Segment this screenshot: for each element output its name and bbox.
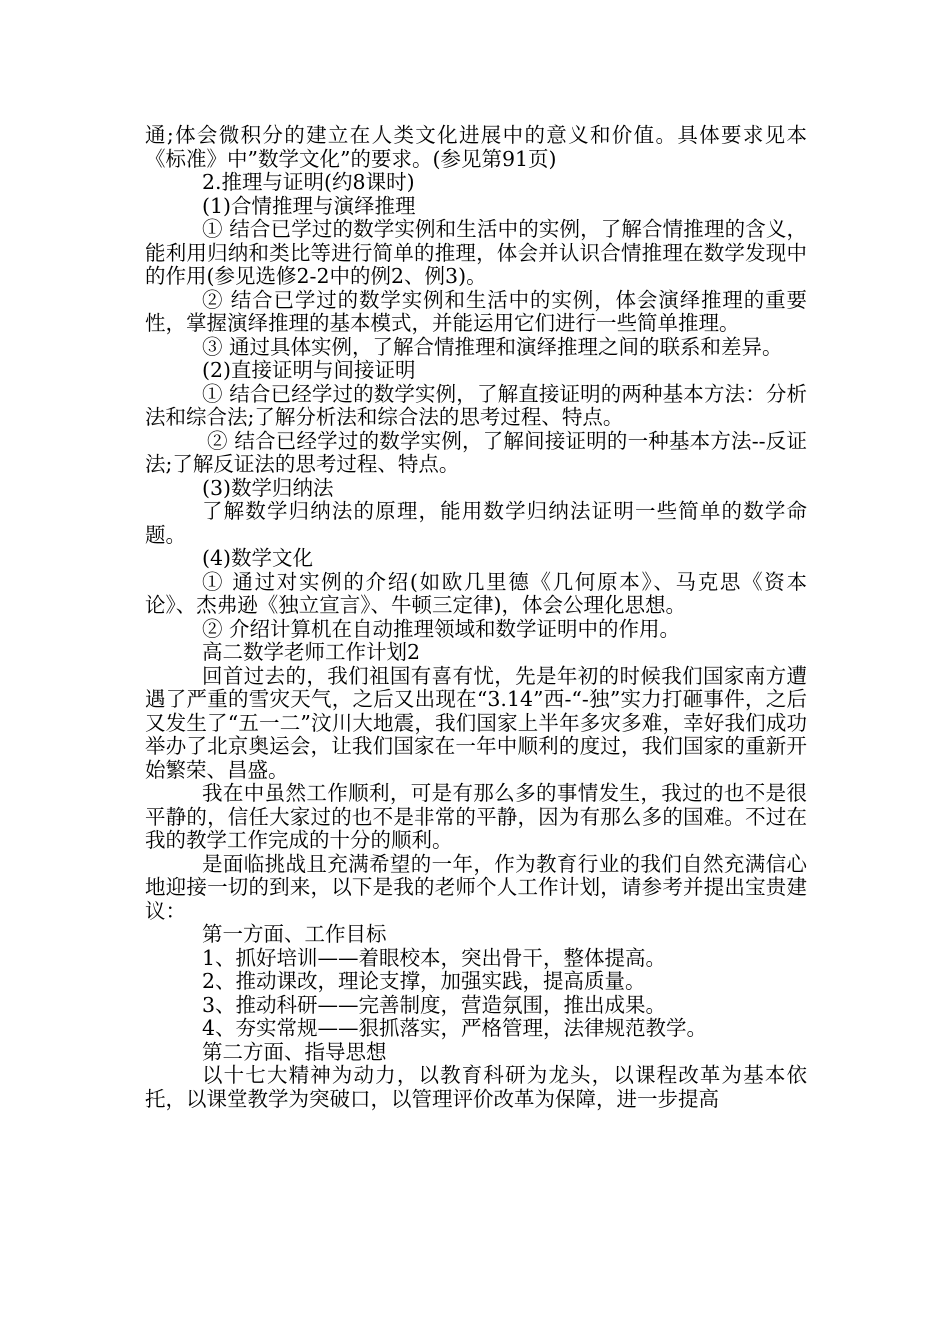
subheading-plausible-deductive: (1)合情推理与演绎推理 xyxy=(202,193,416,218)
subheading-direct-indirect-proof: (2)直接证明与间接证明 xyxy=(202,358,416,382)
subheading-induction: (3)数学归纳法 xyxy=(202,475,334,500)
paragraph-review: 回首过去的，我们祖国有喜有忧，先是年初的时候我们国家南方遭遇了严重的雪灾天气，之后又出现在“3.14”西-“-独”实力打砸事件，之后又发生了“五一二”汶川大地震，我们国家上半年多灾多难，幸好我们成功举办了北京奥运会，让我们国家在一年中顺利的度过，我们国家的重新开始繁荣、昌盛。 xyxy=(145,663,807,782)
paragraph-guiding: 以十七大精神为动力，以教育科研为龙头，以课程改革为基本依托，以课堂教学为突破口，以管理评价改革为保障，进一步提高 xyxy=(145,1063,807,1111)
paragraph-culture-1: ① 通过对实例的介绍(如欧几里德《几何原本》、马克思《资本论》、杰弗逊《独立宣言》、牛顿三定律)，体会公理化思想。 xyxy=(145,569,807,617)
paragraph-intro: 是面临挑战且充满希望的一年，作为教育行业的我们自然充满信心地迎接一切的到来，以下是我的老师个人工作计划，请参考并提出宝贵建议： xyxy=(145,851,807,923)
paragraph-item-2: ② 结合已学过的数学实例和生活中的实例，体会演绎推理的重要性，掌握演绎推理的基本模式，并能运用它们进行一些简单推理。 xyxy=(145,287,807,335)
goal-item-2: 2、推动课改，理论支撑，加强实践，提高质量。 xyxy=(202,969,646,993)
subheading-math-culture: (4)数学文化 xyxy=(202,546,314,570)
goal-item-4: 4、夯实常规——狠抓落实，严格管理，法律规范教学。 xyxy=(202,1016,708,1040)
goal-item-1: 1、抓好培训——着眼校本，突出骨干，整体提高。 xyxy=(202,945,667,970)
heading-aspect-1: 第一方面、工作目标 xyxy=(202,922,387,946)
paragraph-induction: 了解数学归纳法的原理，能用数学归纳法证明一些简单的数学命题。 xyxy=(145,499,807,547)
paragraph-culture-2: ② 介绍计算机在自动推理领域和数学证明中的作用。 xyxy=(202,616,681,641)
paragraph-item-1: ① 结合已学过的数学实例和生活中的实例，了解合情推理的含义，能利用归纳和类比等进行简单的推理，体会并认识合情推理在数学发现中的作用(参见选修2-2中的例2、例3)。 xyxy=(145,217,807,288)
paragraph-item-3: ③ 通过具体实例，了解合情推理和演绎推理之间的联系和差异。 xyxy=(202,334,783,359)
paragraph-indirect-proof: ② 结合已经学过的数学实例，了解间接证明的一种基本方法--反证法;了解反证法的思考过程、特点。 xyxy=(145,428,807,476)
section-heading-reasoning-proof: 2.推理与证明(约8课时) xyxy=(202,170,415,194)
paragraph-direct-proof: ① 结合已经学过的数学实例，了解直接证明的两种基本方法：分析法和综合法;了解分析法和综合法的思考过程、特点。 xyxy=(145,381,807,429)
document-body xyxy=(145,124,807,1111)
goal-item-3: 3、推动科研——完善制度，营造氛围，推出成果。 xyxy=(202,992,667,1017)
paragraph-1: 通;体会微积分的建立在人类文化进展中的意义和价值。具体要求见本《标准》中”数学文化”的要求。(参见第91页) xyxy=(145,123,807,171)
heading-aspect-2: 第二方面、指导思想 xyxy=(202,1039,387,1064)
section-title-plan-2: 高二数学老师工作计划2 xyxy=(202,640,421,664)
paragraph-work: 我在中虽然工作顺利，可是有那么多的事情发生，我过的也不是很平静的，信任大家过的也不是非常的平静，因为有那么多的国难。不过在我的教学工作完成的十分的顺利。 xyxy=(145,781,807,852)
